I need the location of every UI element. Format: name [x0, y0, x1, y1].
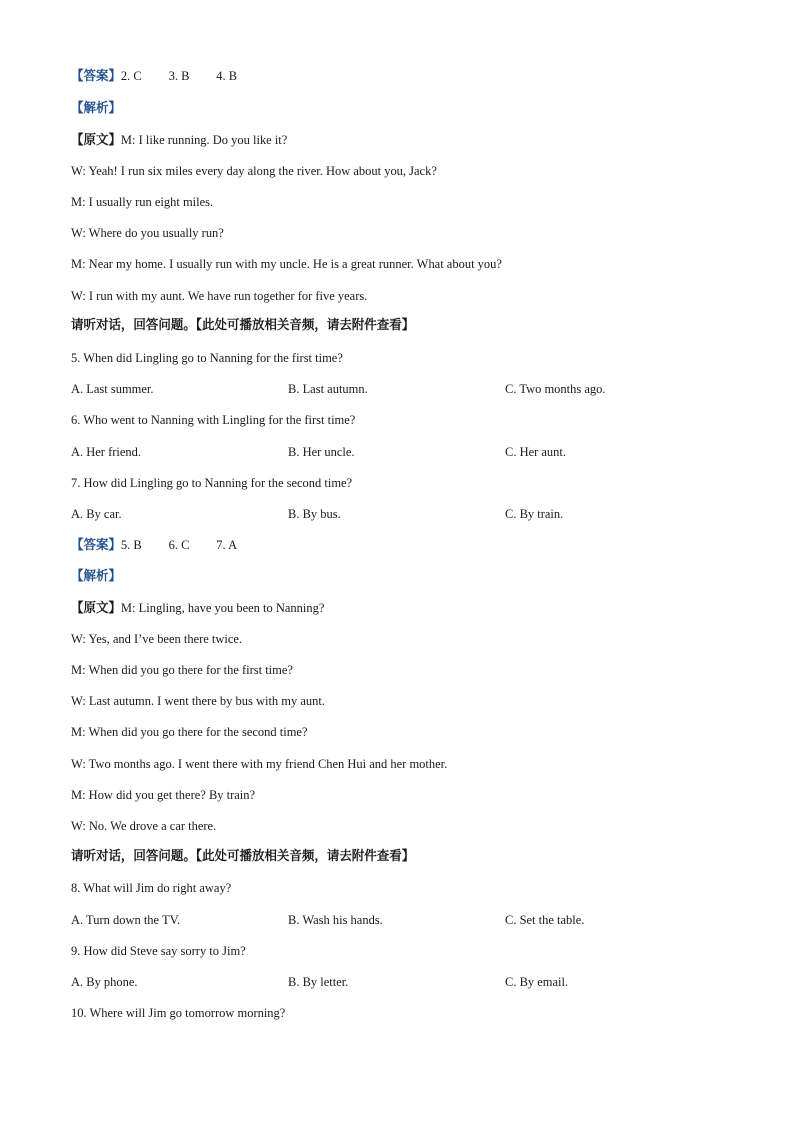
transcript-line: M: I usually run eight miles.: [71, 194, 214, 209]
transcript-line: W: Two months ago. I went there with my friend Chen Hui and her mother.: [71, 756, 448, 771]
transcript-line: M: When did you go there for the first time?: [71, 662, 293, 677]
question-7: 7. How did Lingling go to Nanning for the second time?: [71, 475, 353, 490]
transcript-line: W: Yes, and I’ve been there twice.: [71, 631, 243, 646]
answer-item: 5. B: [120, 537, 142, 552]
question-6: 6. Who went to Nanning with Lingling for the first time?: [71, 412, 356, 427]
question-9: 9. How did Steve say sorry to Jim?: [71, 943, 246, 958]
listening-instruction-1: 请听对话，回答问题。【此处可播放相关音频，请去附件查看】: [71, 318, 415, 333]
option-b: B. By bus.: [288, 506, 341, 521]
option-b: B. By letter.: [288, 974, 349, 989]
option-a: A. Her friend.: [71, 444, 142, 459]
answer-line-2: [71, 537, 707, 554]
option-c: C. By train.: [505, 506, 564, 521]
answer-line-1: [71, 68, 707, 85]
option-a: A. Turn down the TV.: [71, 912, 181, 927]
answer-item: 7. A: [216, 537, 238, 552]
question-8: 8. What will Jim do right away?: [71, 880, 232, 895]
transcript-line: W: Yeah! I run six miles every day along the river. How about you, Jack?: [71, 163, 437, 178]
transcript-line: M: How did you get there? By train?: [71, 787, 256, 802]
option-a: A. By phone.: [71, 974, 138, 989]
answer-item: 4. B: [216, 68, 238, 83]
transcript-tag: 【原文】: [71, 601, 121, 616]
answer-item: 6. C: [168, 537, 190, 552]
transcript-line: W: Where do you usually run?: [71, 225, 224, 240]
transcript-tag: 【原文】: [71, 133, 121, 148]
transcript-line: W: I run with my aunt. We have run together for five years.: [71, 288, 368, 303]
option-c: C. Her aunt.: [505, 444, 567, 459]
transcript-line: M: When did you go there for the second time?: [71, 724, 308, 739]
analysis-heading-2: 【解析】: [71, 569, 121, 584]
answer-tag: 【答案】: [71, 69, 121, 84]
option-c: C. Set the table.: [505, 912, 585, 927]
option-c: C. By email.: [505, 974, 569, 989]
answer-item: 2. C: [120, 68, 142, 83]
question-5: 5. When did Lingling go to Nanning for the first time?: [71, 350, 343, 365]
option-b: B. Last autumn.: [288, 381, 368, 396]
answer-item: 3. B: [168, 68, 190, 83]
answer-tag: 【答案】: [71, 538, 121, 553]
listening-instruction-2: 请听对话，回答问题。【此处可播放相关音频，请去附件查看】: [71, 849, 415, 864]
option-b: B. Her uncle.: [288, 444, 355, 459]
transcript-line: W: Last autumn. I went there by bus with my aunt.: [71, 693, 325, 708]
transcript-line: 【原文】M: I like running. Do you like it?: [71, 132, 288, 148]
option-c: C. Two months ago.: [505, 381, 606, 396]
analysis-heading-1: 【解析】: [71, 101, 121, 116]
question-10: 10. Where will Jim go tomorrow morning?: [71, 1005, 286, 1020]
option-a: A. Last summer.: [71, 381, 154, 396]
transcript-line: 【原文】M: Lingling, have you been to Nanning?: [71, 600, 325, 616]
option-a: A. By car.: [71, 506, 122, 521]
option-b: B. Wash his hands.: [288, 912, 383, 927]
transcript-line: M: Near my home. I usually run with my uncle. He is a great runner. What about you?: [71, 256, 502, 271]
transcript-line: W: No. We drove a car there.: [71, 818, 217, 833]
